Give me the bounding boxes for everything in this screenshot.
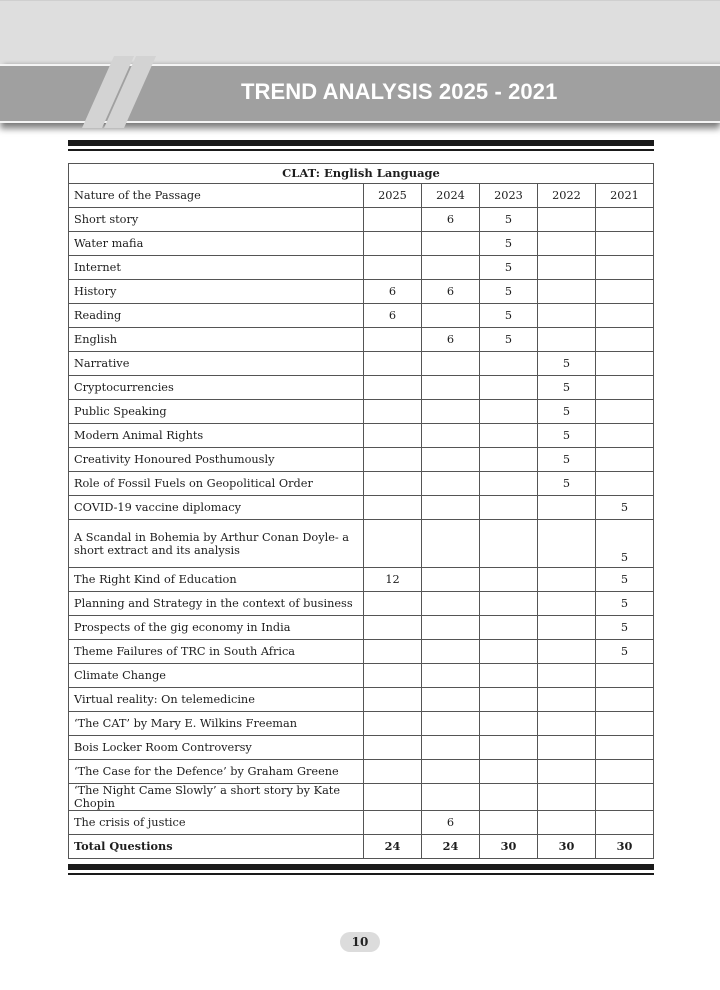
question-count: 5	[480, 328, 538, 352]
total-label: Total Questions	[69, 835, 364, 859]
question-count	[480, 784, 538, 811]
question-count: 5	[480, 232, 538, 256]
question-count	[364, 616, 422, 640]
question-count	[538, 568, 596, 592]
passage-name: Role of Fossil Fuels on Geopolitical Order	[69, 472, 364, 496]
question-count	[538, 736, 596, 760]
question-count	[364, 400, 422, 424]
question-count	[538, 520, 596, 568]
question-count: 5	[596, 616, 654, 640]
passage-name: English	[69, 328, 364, 352]
question-count	[364, 328, 422, 352]
question-count	[422, 496, 480, 520]
question-count	[422, 688, 480, 712]
question-count	[364, 784, 422, 811]
top-divider-thin	[68, 149, 654, 151]
passage-name: ‘The CAT’ by Mary E. Wilkins Freeman	[69, 712, 364, 736]
passage-name: The Right Kind of Education	[69, 568, 364, 592]
passage-name: Modern Animal Rights	[69, 424, 364, 448]
question-count	[480, 376, 538, 400]
question-count	[480, 664, 538, 688]
question-count: 5	[538, 400, 596, 424]
question-count	[538, 256, 596, 280]
question-count: 5	[538, 376, 596, 400]
passage-name: A Scandal in Bohemia by Arthur Conan Doyle- a short extract and its analysis	[69, 520, 364, 568]
page-title: TREND ANALYSIS 2025 - 2021	[241, 78, 558, 104]
question-count: 6	[422, 208, 480, 232]
table-row	[69, 328, 654, 352]
question-count	[480, 736, 538, 760]
passage-name: Planning and Strategy in the context of business	[69, 592, 364, 616]
passage-name: ‘The Night Came Slowly’ a short story by Kate Chopin	[69, 784, 364, 811]
question-count	[596, 472, 654, 496]
question-count	[364, 256, 422, 280]
question-count	[538, 784, 596, 811]
question-count: 5	[596, 496, 654, 520]
question-count: 5	[538, 424, 596, 448]
passage-name: Creativity Honoured Posthumously	[69, 448, 364, 472]
question-count	[480, 400, 538, 424]
top-divider-thick	[68, 140, 654, 146]
question-count	[596, 376, 654, 400]
question-count	[480, 811, 538, 835]
question-count	[364, 376, 422, 400]
question-count	[422, 400, 480, 424]
question-count	[596, 256, 654, 280]
question-count	[364, 592, 422, 616]
passage-name: Theme Failures of TRC in South Africa	[69, 640, 364, 664]
question-count	[364, 232, 422, 256]
header-top-band	[0, 0, 720, 65]
question-count: 5	[596, 520, 654, 568]
table-row	[69, 760, 654, 784]
table-row	[69, 616, 654, 640]
table-row	[69, 232, 654, 256]
question-count	[480, 424, 538, 448]
question-count	[538, 664, 596, 688]
question-count	[422, 640, 480, 664]
table-body	[69, 208, 654, 859]
table-caption: CLAT: English Language	[69, 164, 654, 184]
table-row	[69, 472, 654, 496]
question-count: 6	[364, 304, 422, 328]
table-row	[69, 304, 654, 328]
question-count	[364, 712, 422, 736]
question-count: 5	[480, 256, 538, 280]
question-count	[538, 232, 596, 256]
passage-name: Internet	[69, 256, 364, 280]
table-row	[69, 256, 654, 280]
question-count	[422, 712, 480, 736]
question-count	[364, 496, 422, 520]
question-count	[538, 208, 596, 232]
question-count	[480, 640, 538, 664]
table-row	[69, 520, 654, 568]
question-count	[480, 712, 538, 736]
question-count	[480, 568, 538, 592]
table-row	[69, 280, 654, 304]
question-count: 5	[480, 304, 538, 328]
question-count	[422, 592, 480, 616]
column-header-year: 2022	[538, 184, 596, 208]
question-count: 5	[538, 352, 596, 376]
question-count: 6	[422, 328, 480, 352]
question-count	[480, 520, 538, 568]
table-row	[69, 664, 654, 688]
table-row	[69, 400, 654, 424]
passage-name: Short story	[69, 208, 364, 232]
passage-name: Water mafia	[69, 232, 364, 256]
question-count	[480, 688, 538, 712]
trend-table	[68, 163, 654, 859]
question-count	[422, 760, 480, 784]
question-count	[422, 352, 480, 376]
question-count	[422, 304, 480, 328]
question-count	[422, 448, 480, 472]
question-count: 5	[596, 640, 654, 664]
question-count	[538, 328, 596, 352]
question-count	[538, 304, 596, 328]
question-count	[422, 256, 480, 280]
question-count	[596, 688, 654, 712]
question-count	[538, 811, 596, 835]
column-header-passage: Nature of the Passage	[69, 184, 364, 208]
question-count	[596, 352, 654, 376]
passage-name: Virtual reality: On telemedicine	[69, 688, 364, 712]
question-count	[480, 760, 538, 784]
table-row	[69, 784, 654, 811]
question-count	[364, 520, 422, 568]
question-count	[538, 688, 596, 712]
question-count	[364, 448, 422, 472]
column-header-year: 2021	[596, 184, 654, 208]
bottom-divider-thin	[68, 873, 654, 875]
question-count	[596, 424, 654, 448]
question-count: 5	[596, 592, 654, 616]
question-count	[596, 664, 654, 688]
question-count	[422, 736, 480, 760]
question-count: 5	[596, 568, 654, 592]
passage-name: Bois Locker Room Controversy	[69, 736, 364, 760]
question-count	[538, 280, 596, 304]
bottom-divider-thick	[68, 864, 654, 870]
question-count: 6	[364, 280, 422, 304]
column-header-year: 2024	[422, 184, 480, 208]
passage-name: Climate Change	[69, 664, 364, 688]
question-count	[422, 616, 480, 640]
question-count	[364, 736, 422, 760]
question-count	[596, 784, 654, 811]
question-count: 6	[422, 280, 480, 304]
question-count: 6	[422, 811, 480, 835]
question-count: 5	[538, 472, 596, 496]
table-row	[69, 376, 654, 400]
question-count	[596, 736, 654, 760]
question-count	[364, 352, 422, 376]
table-row	[69, 424, 654, 448]
question-count	[538, 592, 596, 616]
table-total-row	[69, 835, 654, 859]
passage-name: History	[69, 280, 364, 304]
passage-name: Cryptocurrencies	[69, 376, 364, 400]
question-count	[422, 232, 480, 256]
question-count	[596, 811, 654, 835]
question-count	[538, 640, 596, 664]
question-count	[364, 472, 422, 496]
question-count: 5	[480, 208, 538, 232]
passage-name: Prospects of the gig economy in India	[69, 616, 364, 640]
total-value: 30	[480, 835, 538, 859]
question-count	[364, 688, 422, 712]
question-count: 5	[538, 448, 596, 472]
question-count	[538, 496, 596, 520]
question-count	[596, 760, 654, 784]
question-count	[364, 640, 422, 664]
question-count	[596, 280, 654, 304]
total-value: 24	[422, 835, 480, 859]
question-count	[480, 472, 538, 496]
question-count	[422, 568, 480, 592]
question-count	[364, 208, 422, 232]
question-count	[422, 664, 480, 688]
question-count: 12	[364, 568, 422, 592]
passage-name: Public Speaking	[69, 400, 364, 424]
question-count	[364, 664, 422, 688]
question-count	[480, 592, 538, 616]
table-row	[69, 712, 654, 736]
question-count	[422, 520, 480, 568]
question-count	[422, 472, 480, 496]
question-count	[480, 616, 538, 640]
total-value: 24	[364, 835, 422, 859]
table-row	[69, 688, 654, 712]
question-count	[422, 784, 480, 811]
question-count	[596, 712, 654, 736]
question-count	[538, 712, 596, 736]
question-count	[480, 496, 538, 520]
table-row	[69, 352, 654, 376]
table-caption-row	[69, 164, 654, 184]
question-count	[596, 232, 654, 256]
passage-name: ‘The Case for the Defence’ by Graham Greene	[69, 760, 364, 784]
passage-name: Narrative	[69, 352, 364, 376]
question-count	[364, 811, 422, 835]
question-count	[480, 448, 538, 472]
question-count	[596, 448, 654, 472]
question-count	[538, 616, 596, 640]
question-count	[364, 760, 422, 784]
table-row	[69, 811, 654, 835]
table-header-row	[69, 184, 654, 208]
question-count	[364, 424, 422, 448]
table-row	[69, 448, 654, 472]
column-header-year: 2023	[480, 184, 538, 208]
question-count	[422, 424, 480, 448]
passage-name: The crisis of justice	[69, 811, 364, 835]
table-row	[69, 208, 654, 232]
question-count	[538, 760, 596, 784]
page-number: 10	[340, 932, 380, 952]
total-value: 30	[538, 835, 596, 859]
question-count	[596, 304, 654, 328]
passage-name: COVID-19 vaccine diplomacy	[69, 496, 364, 520]
column-header-year: 2025	[364, 184, 422, 208]
question-count	[422, 376, 480, 400]
passage-name: Reading	[69, 304, 364, 328]
table-row	[69, 568, 654, 592]
question-count	[480, 352, 538, 376]
table-row	[69, 592, 654, 616]
table-row	[69, 496, 654, 520]
table-row	[69, 640, 654, 664]
question-count	[596, 328, 654, 352]
table-row	[69, 736, 654, 760]
question-count	[596, 400, 654, 424]
total-value: 30	[596, 835, 654, 859]
question-count	[596, 208, 654, 232]
question-count: 5	[480, 280, 538, 304]
